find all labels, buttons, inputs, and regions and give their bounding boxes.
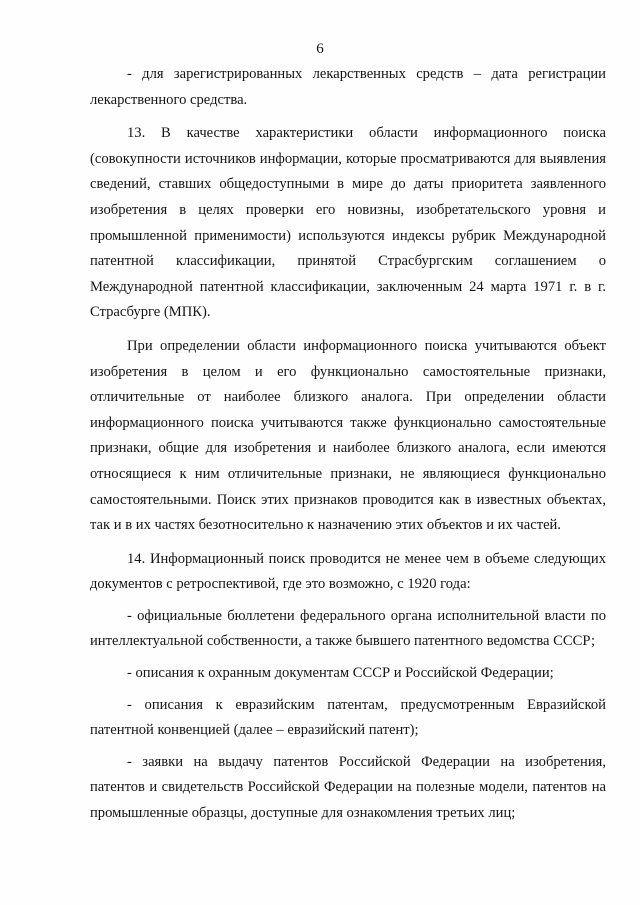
paragraph-13-search-area: 13. В качестве характеристики области информационного поиска (совокупности источников информации, которые просматриваются для выявления сведений, ставших общедоступными в мире до даты приоритета заявленного изобретения в целях проверки его новизны, изобретательского уровня и промышленной применимости) используются индексы рубрик Международной патентной классификации, принятой Страсбургским соглашением о Международной патентной классификации, заключенным 24 марта 1971 г. в г. Страсбурге (МПК). — [90, 125, 606, 321]
paragraph-14-search-scope: 14. Информационный поиск проводится не менее чем в объеме следующих документов с ретроспективой, где это возможно, с 1920 года: — [90, 550, 606, 593]
list-item-rf-applications: - заявки на выдачу патентов Российской Федерации на изобретения, патентов и свидетельств Российской Федерации на полезные модели, патентов на промышленные образцы, доступные для ознакомления третьих лиц; — [90, 753, 606, 822]
document-body — [90, 62, 606, 827]
list-item-ussr-rf-descriptions: - описания к охранным документам СССР и Российской Федерации; — [127, 665, 554, 682]
paragraph-registration-date: - для зарегистрированных лекарственных средств – дата регистрации лекарственного средства. — [90, 66, 606, 108]
list-item-eurasian-patents: - описания к евразийским патентам, предусмотренным Евразийской патентной конвенцией (далее – евразийский патент); — [90, 696, 606, 739]
paragraph-search-features: При определении области информационного поиска учитываются объект изобретения в целом и его функционально самостоятельные признаки, отличительные от наиболее близкого аналога. При определении области информационного поиска учитываются также функционально самостоятельные признаки, общие для изобретения и наиболее близкого аналога, если имеются относящиеся к ним отличительные признаки, не являющиеся функционально самостоятельными. Поиск этих признаков проводится как в известных объектах, так и в их частях безотносительно к назначению этих объектов и их частей. — [90, 337, 606, 534]
page-number: 6 — [316, 41, 324, 57]
list-item-bulletins: - официальные бюллетени федерального органа исполнительной власти по интеллектуальной собственности, а также бывшего патентного ведомства СССР; — [90, 607, 606, 650]
